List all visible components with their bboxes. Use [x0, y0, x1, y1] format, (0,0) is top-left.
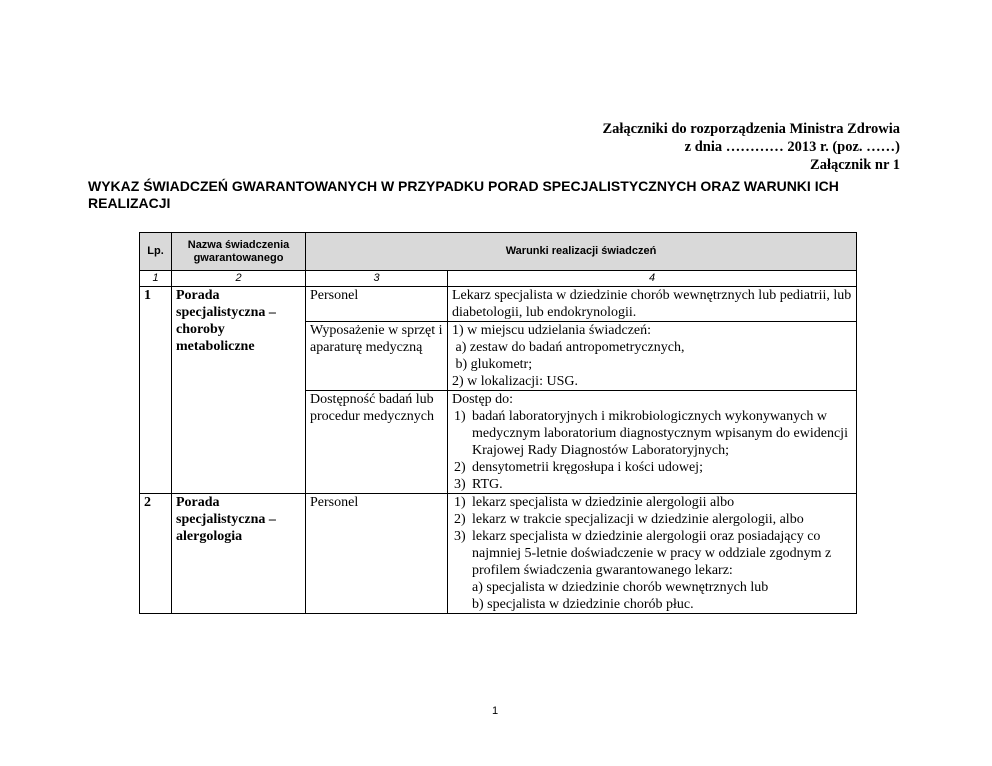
column-number: 1: [140, 271, 172, 287]
list-item: 2) lekarz w trakcie specjalizacji w dziedzinie alergologii, albo: [454, 512, 804, 527]
column-number: 4: [448, 271, 857, 287]
column-number: 2: [172, 271, 306, 287]
condition-value: [448, 287, 857, 322]
list-item: 1) lekarz specjalista w dziedzinie alergologii albo: [454, 495, 735, 510]
row-service-name: Porada specjalistyczna – alergologia: [172, 494, 306, 614]
condition-line: 1) w miejscu udzielania świadczeń:: [452, 323, 652, 338]
condition-intro: Dostęp do:: [452, 392, 514, 407]
table-row: [140, 494, 857, 614]
condition-value: [448, 494, 857, 614]
row-service-name: Porada specjalistyczna – choroby metaboliczne: [172, 287, 306, 494]
table-header-row: [140, 233, 857, 271]
condition-line: b) glukometr;: [452, 357, 533, 372]
condition-line: a) zestaw do badań antropometrycznych,: [452, 340, 685, 355]
table-row: [140, 287, 857, 322]
sub-item: b) specjalista w dziedzinie chorób płuc.: [472, 597, 694, 612]
sub-item: a) specjalista w dziedzinie chorób wewnętrznych lub: [472, 580, 769, 595]
header-service-name: Nazwa świadczenia gwarantowanego: [172, 233, 306, 271]
condition-line: Lekarz specjalista w dziedzinie chorób wewnętrznych lub pediatrii, lub diabetologii, lub endokrynologii.: [452, 288, 852, 320]
row-lp: 2: [140, 494, 172, 614]
condition-label: Personel: [306, 494, 448, 614]
document-title: WYKAZ ŚWIADCZEŃ GWARANTOWANYCH W PRZYPADKU PORAD SPECJALISTYCZNYCH ORAZ WARUNKI ICH REALIZACJI: [88, 178, 839, 211]
header-conditions: Warunki realizacji świadczeń: [306, 233, 857, 271]
page-number: 1: [492, 705, 499, 717]
condition-line: 2) w lokalizacji: USG.: [452, 374, 578, 389]
list-item: 3) RTG.: [454, 477, 503, 492]
regulation-header: [602, 120, 900, 174]
header-line-3: Załącznik nr 1: [810, 157, 900, 173]
list-item: 3) lekarz specjalista w dziedzinie alergologii oraz posiadający co najmniej 5-letnie doświadczenie w pracy w oddziale zgodnym z profilem świadczenia gwarantowanego lekarz: a) specjalista w dziedzinie chorób wewnętrznych lub b) specjalista w dziedzinie chorób płuc.: [452, 528, 852, 613]
list-item: 2) densytometrii kręgosłupa i kości udowej;: [454, 460, 703, 475]
condition-value: [448, 391, 857, 494]
condition-list: [452, 494, 852, 613]
condition-label: Personel: [306, 287, 448, 322]
list-item: 1) badań laboratoryjnych i mikrobiologicznych wykonywanych w medycznym laboratorium diagnostycznym wpisanym do ewidencji Krajowej Rady Diagnostów Laboratoryjnych;: [454, 409, 848, 458]
condition-label: Wyposażenie w sprzęt i aparaturę medyczną: [306, 322, 448, 391]
row-lp: 1: [140, 287, 172, 494]
column-number: 3: [306, 271, 448, 287]
condition-value: [448, 322, 857, 391]
condition-label: Dostępność badań lub procedur medycznych: [306, 391, 448, 494]
header-line-2: z dnia ………… 2013 r. (poz. ……): [684, 139, 900, 155]
header-line-1: Załączniki do rozporządzenia Ministra Zdrowia: [602, 121, 900, 137]
services-table: [139, 232, 857, 614]
column-number-row: [140, 271, 857, 287]
header-lp: Lp.: [140, 233, 172, 271]
condition-list: [452, 408, 852, 493]
